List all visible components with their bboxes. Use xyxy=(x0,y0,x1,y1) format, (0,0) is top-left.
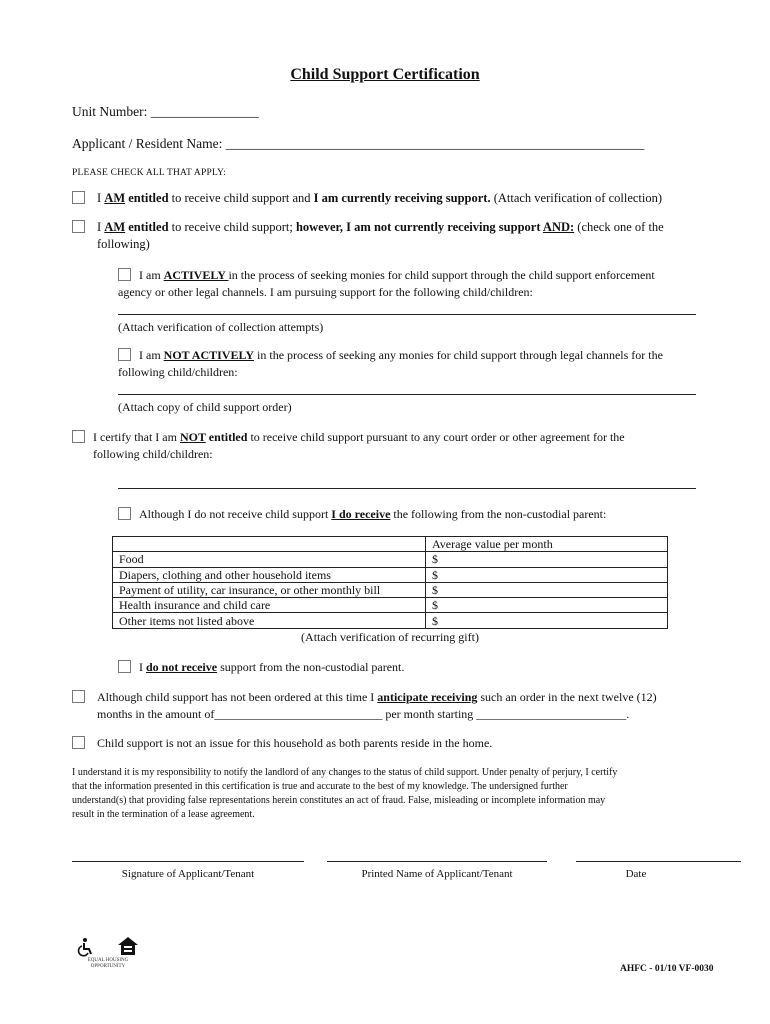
option-actively-seeking-label-line2: agency or other legal channels. I am pursuing support for the following child/children: xyxy=(118,285,533,299)
note-support-order: (Attach copy of child support order) xyxy=(118,400,292,414)
certification-line-2: that the information presented in this certification is true and accurate to the best of my knowledge. The undersigned further xyxy=(72,781,568,792)
unit-number-field[interactable]: Unit Number: ________________ xyxy=(72,104,259,119)
signature-label-date: Date xyxy=(625,868,647,880)
option-both-parents-label: Child support is not an issue for this household as both parents reside in the home. xyxy=(97,736,493,750)
table-row-label: Diapers, clothing and other household items xyxy=(113,567,426,582)
option-not-entitled-checkbox[interactable] xyxy=(72,430,85,443)
option-both-parents-checkbox[interactable] xyxy=(72,736,85,749)
support-items-table xyxy=(112,536,668,629)
option-not-actively-seeking-label: I am NOT ACTIVELY in the process of seeking any monies for child support through legal channels for the xyxy=(139,348,663,362)
option-do-receive-label: Although I do not receive child support I do receive the following from the non-custodial parent: xyxy=(139,507,607,521)
signature-line-date[interactable] xyxy=(576,861,741,862)
table-row-label: Other items not listed above xyxy=(113,613,426,628)
table-row-value[interactable]: $ xyxy=(426,552,668,567)
option-not-entitled-label-line2: following child/children: xyxy=(93,447,213,461)
option-actively-seeking-label: I am ACTIVELY in the process of seeking monies for child support through the child support enforcement xyxy=(139,268,655,282)
option-entitled-receiving-checkbox[interactable] xyxy=(72,191,85,204)
children-line-active[interactable] xyxy=(118,314,696,315)
option-do-receive-checkbox[interactable] xyxy=(118,507,131,520)
option-entitled-not-receiving-label: I AM entitled to receive child support; however, I am not currently receiving support AND: (check one of the xyxy=(97,220,664,234)
option-entitled-receiving-label: I AM entitled to receive child support and I am currently receiving support. (Attach verification of collection) xyxy=(97,191,663,205)
table-row-value[interactable]: $ xyxy=(426,613,668,628)
option-not-actively-seeking-label-line2: following child/children: xyxy=(118,365,238,379)
table-row-label: Food xyxy=(113,552,426,567)
option-anticipate-label-line2[interactable]: months in the amount of____________________________ per month starting _________________________. xyxy=(97,707,630,721)
table-row xyxy=(113,582,668,597)
signature-line-applicant[interactable] xyxy=(72,861,304,862)
option-do-not-receive-checkbox[interactable] xyxy=(118,660,131,673)
table-row-value[interactable]: $ xyxy=(426,567,668,582)
option-anticipate-label: Although child support has not been ordered at this time I anticipate receiving such an order in the next twelve (12) xyxy=(97,690,657,704)
option-not-entitled-label: I certify that I am NOT entitled to receive child support pursuant to any court order or other agreement for the xyxy=(93,430,625,444)
equal-housing-caption: EQUAL HOUSING OPPORTUNITY xyxy=(87,958,129,969)
note-recurring-gift: (Attach verification of recurring gift) xyxy=(301,630,479,644)
table-row-value[interactable]: $ xyxy=(426,598,668,613)
table-row xyxy=(113,567,668,582)
option-not-actively-seeking-checkbox[interactable] xyxy=(118,348,131,361)
table-row xyxy=(113,552,668,567)
certification-line-4: result in the termination of a lease agreement. xyxy=(72,809,255,820)
option-do-not-receive-label: I do not receive support from the non-custodial parent. xyxy=(139,660,405,674)
signature-label-applicant: Signature of Applicant/Tenant xyxy=(121,868,255,880)
children-line-not-entitled[interactable] xyxy=(118,488,696,489)
table-header-average: Average value per month xyxy=(426,537,668,552)
option-entitled-not-receiving-label-line2: following) xyxy=(97,237,150,251)
option-actively-seeking-checkbox[interactable] xyxy=(118,268,131,281)
table-row xyxy=(113,613,668,628)
children-line-not-active[interactable] xyxy=(118,394,696,395)
table-header-row xyxy=(113,537,668,552)
form-number: AHFC - 01/10 VF-0030 xyxy=(620,964,714,974)
table-row xyxy=(113,598,668,613)
table-row-value[interactable]: $ xyxy=(426,582,668,597)
note-collection-attempts: (Attach verification of collection attempts) xyxy=(118,320,324,334)
option-anticipate-checkbox[interactable] xyxy=(72,690,85,703)
certification-line-1: I understand it is my responsibility to notify the landlord of any changes to the status of child support. Under penalty of perjury, I certify xyxy=(72,767,618,778)
signature-line-printed-name[interactable] xyxy=(327,861,547,862)
applicant-name-field[interactable]: Applicant / Resident Name: ______________________________________________________________ xyxy=(72,136,645,151)
page-title: Child Support Certification xyxy=(290,66,480,83)
table-row-label: Payment of utility, car insurance, or other monthly bill xyxy=(113,582,426,597)
check-all-heading: PLEASE CHECK ALL THAT APPLY: xyxy=(72,168,227,178)
option-entitled-not-receiving-checkbox[interactable] xyxy=(72,220,85,233)
signature-label-printed-name: Printed Name of Applicant/Tenant xyxy=(361,868,513,880)
certification-line-3: understand(s) that providing false representations herein constitutes an act of fraud. False, misleading or incomplete information may xyxy=(72,795,606,806)
table-row-label: Health insurance and child care xyxy=(113,598,426,613)
